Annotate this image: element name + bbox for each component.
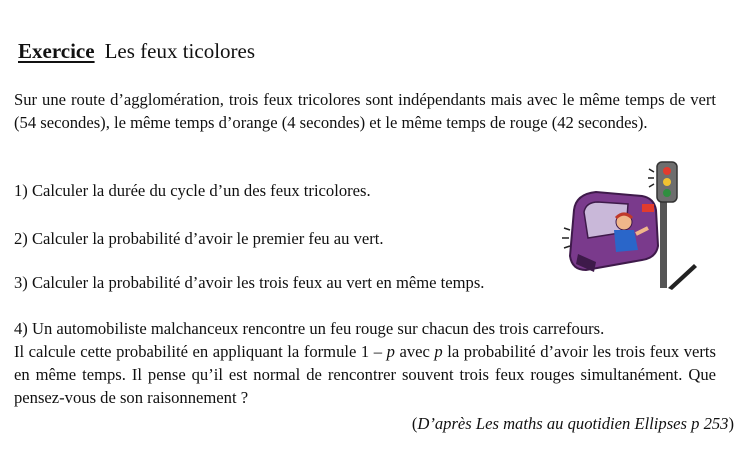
question-4 (14, 317, 716, 409)
question-4-line-1: 4) Un automobiliste malchanceux rencontre un feu rouge sur chacun des trois carrefours. (14, 319, 605, 338)
question-4-mid: avec (394, 342, 435, 361)
source-close-paren: ) (728, 414, 734, 433)
variable-p: p (434, 342, 443, 361)
exercise-label: Exercice (18, 39, 95, 63)
question-4-body (14, 340, 716, 409)
exercise-heading (18, 38, 255, 64)
formula-variable-p: p (386, 342, 395, 361)
question-4-after-formula: la probabilité d’avoir les trois feux verts en même temps. Il pense qu’il est normal de rencontrer souvent trois feux rouges simultanément. Que pensez-vous de son raisonnement ? (14, 342, 716, 407)
exercise-title: Les feux ticolores (104, 39, 256, 63)
question-1: 1) Calculer la durée du cycle d’un des feux tricolores. (14, 181, 371, 200)
source-citation (412, 412, 734, 435)
source-open-paren: ( (411, 414, 418, 433)
question-3: 3) Calculer la probabilité d’avoir les trois feux au vert en même temps. (14, 273, 485, 292)
question-4-before-formula: Il calcule cette probabilité en appliquant la formule 1 – (14, 342, 387, 361)
car-at-traffic-light-icon (556, 158, 708, 294)
question-2: 2) Calculer la probabilité d’avoir le premier feu au vert. (14, 229, 384, 248)
intro-paragraph: Sur une route d’agglomération, trois feux tricolores sont indépendants mais avec le même temps de vert (54 secondes), le même temps d’orange (4 secondes) et le même temps de rouge (42 secondes). (14, 90, 716, 132)
source-text: D’après Les maths au quotidien Ellipses p 253 (417, 414, 729, 433)
